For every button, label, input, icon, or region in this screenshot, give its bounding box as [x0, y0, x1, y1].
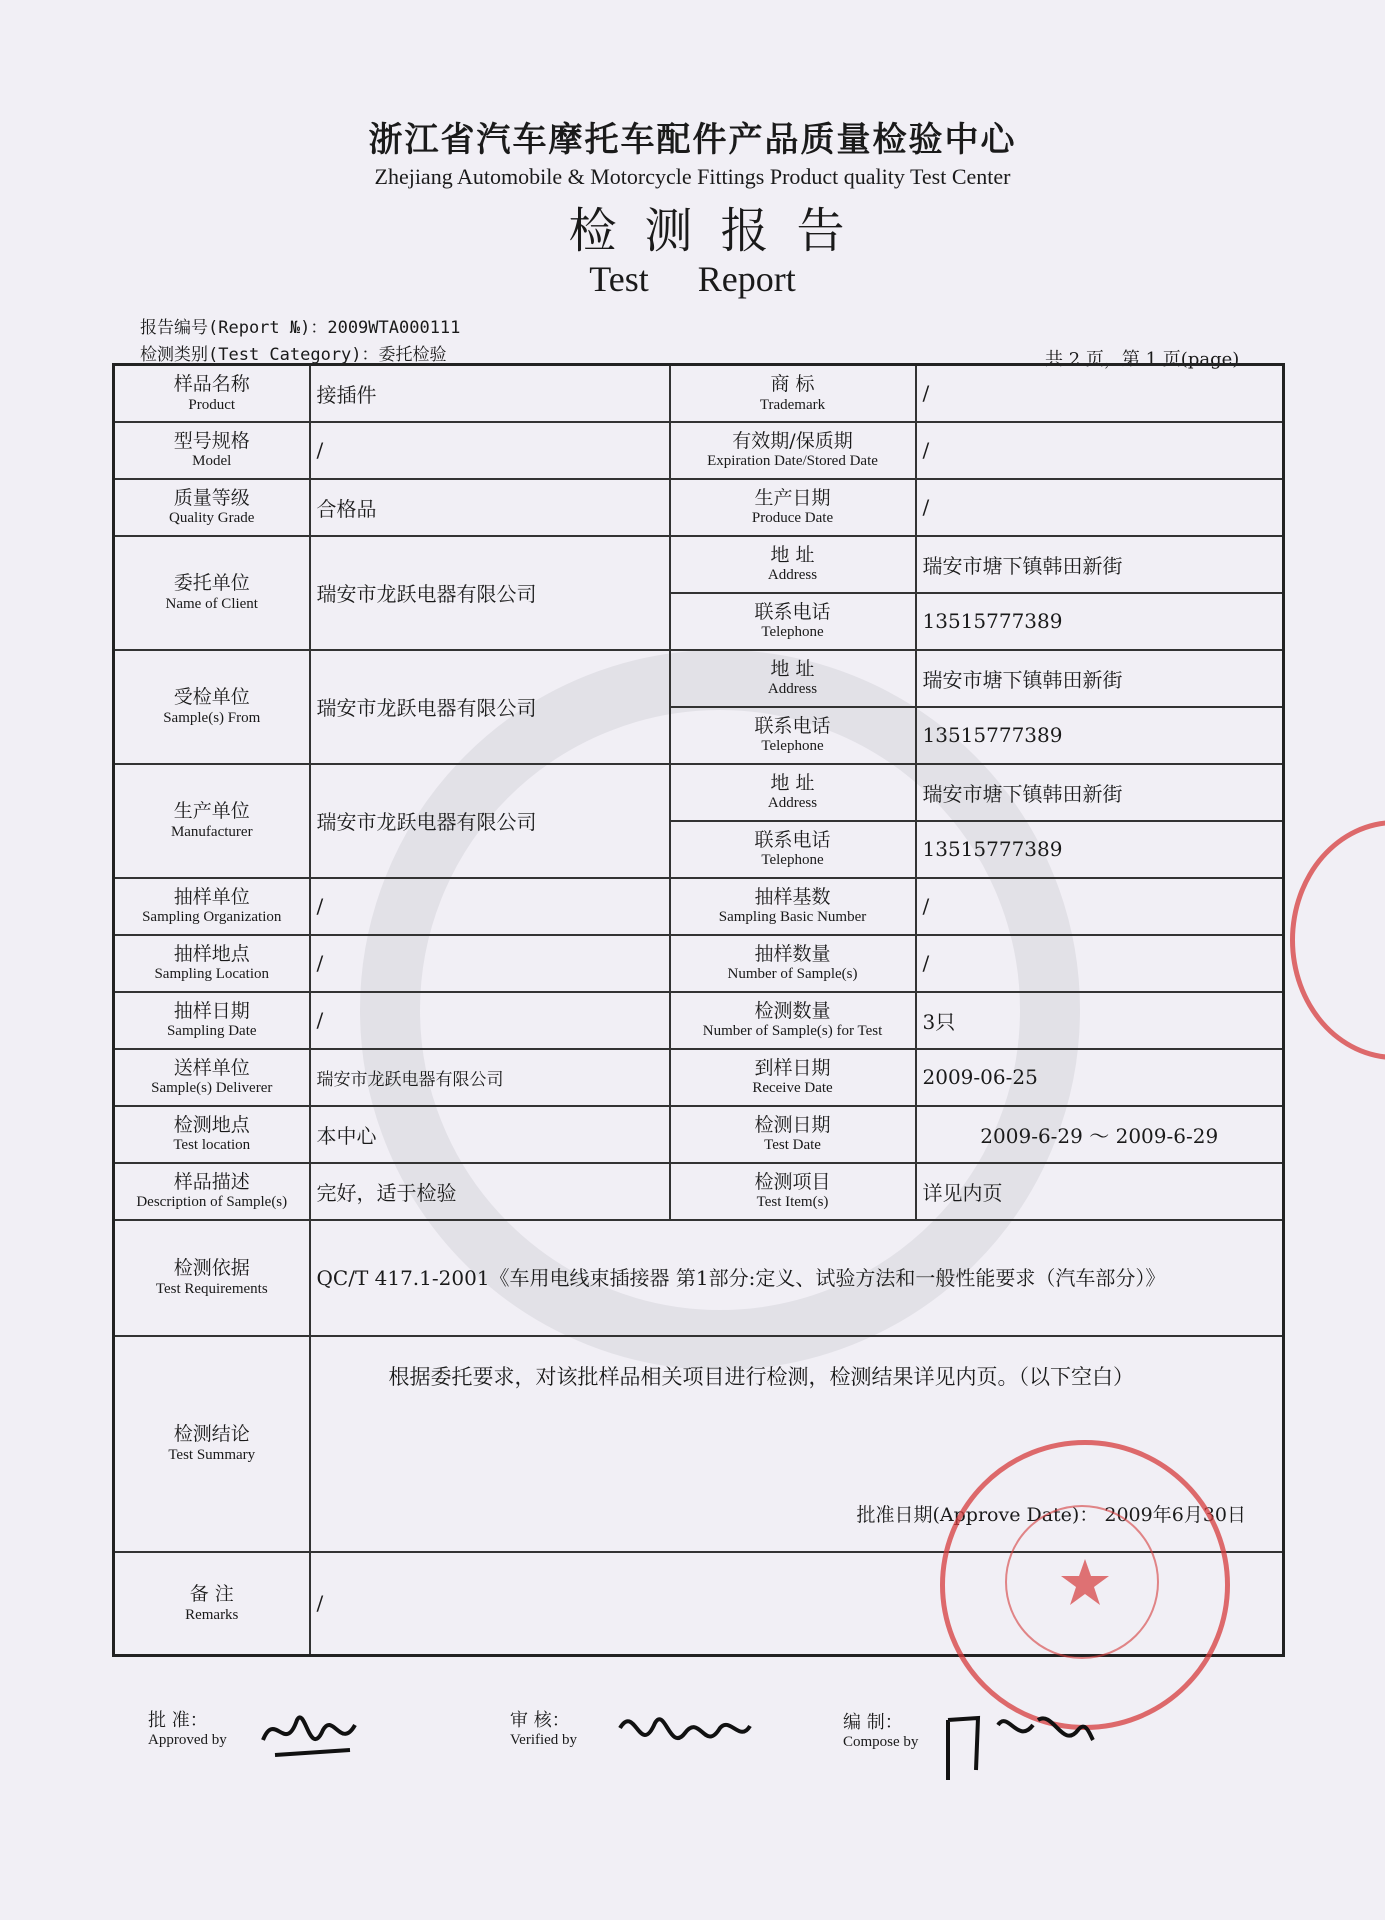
value-mfr-phone: 13515777389	[916, 821, 1284, 878]
label-client-address: 地 址 Address	[670, 536, 916, 593]
label-requirements: 检测依据 Test Requirements	[114, 1220, 310, 1336]
label-sampling-basic: 抽样基数 Sampling Basic Number	[670, 878, 916, 935]
value-produce-date: /	[916, 479, 1284, 536]
compose-by-label: 编 制： Compose by	[843, 1712, 919, 1750]
org-name-en: Zhejiang Automobile & Motorcycle Fittings Product quality Test Center	[374, 164, 1011, 189]
seal-stamp-right-icon	[1290, 820, 1385, 1060]
value-sampling-org: /	[310, 878, 670, 935]
label-mfr-address: 地 址 Address	[670, 764, 916, 821]
table-row	[114, 878, 1284, 935]
approved-by-label: 批 准： Approved by	[148, 1710, 227, 1748]
approve-date: 批准日期(Approve Date)： 2009年6月30日	[856, 1503, 1246, 1526]
table-row	[114, 422, 1284, 479]
value-sampling-date: /	[310, 992, 670, 1049]
signature-approved-icon	[255, 1700, 375, 1770]
value-deliverer: 瑞安市龙跃电器有限公司	[310, 1049, 670, 1106]
value-description: 完好，适于检验	[310, 1163, 670, 1220]
value-from-phone: 13515777389	[916, 707, 1284, 764]
label-grade: 质量等级 Quality Grade	[114, 479, 310, 536]
label-expiration: 有效期/保质期 Expiration Date/Stored Date	[670, 422, 916, 479]
table-row	[114, 935, 1284, 992]
value-expiration: /	[916, 422, 1284, 479]
signature-verified-icon	[610, 1698, 760, 1768]
table-row	[114, 650, 1284, 707]
label-test-date: 检测日期 Test Date	[670, 1106, 916, 1163]
table-row	[114, 992, 1284, 1049]
label-from-address: 地 址 Address	[670, 650, 916, 707]
table-row	[114, 1220, 1284, 1336]
report-title-en: Test Report	[589, 259, 796, 299]
label-test-number: 检测数量 Number of Sample(s) for Test	[670, 992, 916, 1049]
value-test-date: 2009-6-29 ～ 2009-6-29	[916, 1106, 1284, 1163]
value-mfr-address: 瑞安市塘下镇韩田新街	[916, 764, 1284, 821]
value-remarks: /	[310, 1552, 1284, 1656]
value-client-phone: 13515777389	[916, 593, 1284, 650]
verified-by-label: 审 核： Verified by	[510, 1710, 578, 1748]
table-row	[114, 764, 1284, 821]
seal-stamp-center-icon	[940, 1440, 1230, 1730]
value-test-location: 本中心	[310, 1106, 670, 1163]
table-row	[114, 1106, 1284, 1163]
table-row	[114, 536, 1284, 593]
value-sample-number: /	[916, 935, 1284, 992]
label-produce-date: 生产日期 Produce Date	[670, 479, 916, 536]
label-from-phone: 联系电话 Telephone	[670, 707, 916, 764]
table-row	[114, 1163, 1284, 1220]
label-sample-from: 受检单位 Sample(s) From	[114, 650, 310, 764]
label-test-location: 检测地点 Test location	[114, 1106, 310, 1163]
value-model: /	[310, 422, 670, 479]
label-product: 样品名称 Product	[114, 365, 310, 422]
label-sample-number: 抽样数量 Number of Sample(s)	[670, 935, 916, 992]
label-trademark: 商 标 Trademark	[670, 365, 916, 422]
summary-text: 根据委托要求，对该批样品相关项目进行检测，检测结果详见内页。（以下空白）	[388, 1364, 1134, 1389]
table-row	[114, 365, 1284, 422]
label-mfr-phone: 联系电话 Telephone	[670, 821, 916, 878]
test-category: 检测类别(Test Category)：委托检验	[140, 345, 447, 365]
value-grade: 合格品	[310, 479, 670, 536]
label-sampling-date: 抽样日期 Sampling Date	[114, 992, 310, 1049]
label-receive-date: 到样日期 Receive Date	[670, 1049, 916, 1106]
label-model: 型号规格 Model	[114, 422, 310, 479]
signature-compose-icon	[938, 1700, 1098, 1800]
value-sampling-location: /	[310, 935, 670, 992]
value-product: 接插件	[310, 365, 670, 422]
label-manufacturer: 生产单位 Manufacturer	[114, 764, 310, 878]
value-sampling-basic: /	[916, 878, 1284, 935]
page-indicator: 共 2 页，第 1 页(page)	[1045, 349, 1240, 370]
label-deliverer: 送样单位 Sample(s) Deliverer	[114, 1049, 310, 1106]
value-manufacturer: 瑞安市龙跃电器有限公司	[310, 764, 670, 878]
value-receive-date: 2009-06-25	[916, 1049, 1284, 1106]
value-requirements: QC/T 417.1-2001《车用电线束插接器 第1部分:定义、试验方法和一般性能要求（汽车部分）》	[310, 1220, 1284, 1336]
value-from-address: 瑞安市塘下镇韩田新街	[916, 650, 1284, 707]
label-remarks: 备 注 Remarks	[114, 1552, 310, 1656]
label-sampling-location: 抽样地点 Sampling Location	[114, 935, 310, 992]
value-client-address: 瑞安市塘下镇韩田新街	[916, 536, 1284, 593]
value-trademark: /	[916, 365, 1284, 422]
value-client: 瑞安市龙跃电器有限公司	[310, 536, 670, 650]
label-test-items: 检测项目 Test Item(s)	[670, 1163, 916, 1220]
label-description: 样品描述 Description of Sample(s)	[114, 1163, 310, 1220]
star-icon	[1060, 1557, 1110, 1607]
label-sampling-org: 抽样单位 Sampling Organization	[114, 878, 310, 935]
value-test-items: 详见内页	[916, 1163, 1284, 1220]
org-name-cn: 浙江省汽车摩托车配件产品质量检验中心	[368, 120, 1017, 160]
label-summary: 检测结论 Test Summary	[114, 1336, 310, 1552]
label-client: 委托单位 Name of Client	[114, 536, 310, 650]
report-title-cn: 检测报告	[568, 203, 873, 259]
table-row	[114, 1049, 1284, 1106]
value-sample-from: 瑞安市龙跃电器有限公司	[310, 650, 670, 764]
table-row	[114, 479, 1284, 536]
report-number: 报告编号(Report №)：2009WTA000111	[140, 318, 461, 338]
value-test-number: 3只	[916, 992, 1284, 1049]
label-client-phone: 联系电话 Telephone	[670, 593, 916, 650]
